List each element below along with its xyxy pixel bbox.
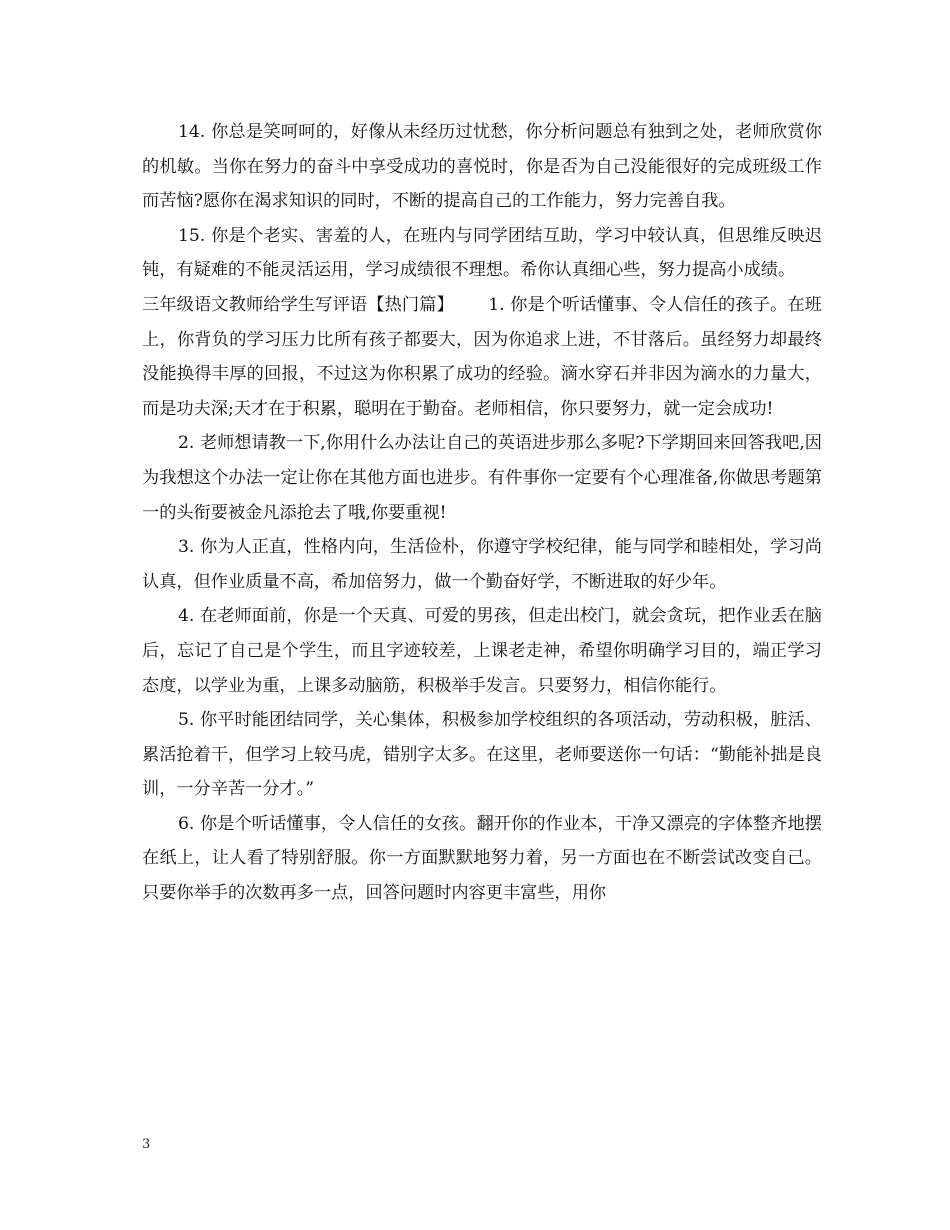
page-number: 3 xyxy=(142,1137,151,1152)
heading-spacer xyxy=(454,295,488,315)
section-heading: 三年级语文教师给学生写评语【热门篇】 xyxy=(142,294,454,315)
item-4: 4. 在老师面前，你是一个天真、可爱的男孩，但走出校门，就会贪玩，把作业丢在脑后，忘记了自己是个学生，而且字迹较差，上课老走神，希望你明确学习目的，端正学习态度，以学业为重，上课多动脑筋，积极举手发言。只要努力，相信你能行。 xyxy=(142,606,822,696)
item-3: 3. 你为人正直，性格内向，生活俭朴，你遵守学校纪律，能与同学和睦相处，学习尚认真，但作业质量不高，希加倍努力，做一个勤奋好学，不断进取的好少年。 xyxy=(142,537,822,592)
item-2: 2. 老师想请教一下,你用什么办法让自己的英语进步那么多呢?下学期回来回答我吧,因为我想这个办法一定让你在其他方面也进步。有件事你一定要有个心理准备,你做思考题第一的头衔要被金凡添抢去了哦,你要重视! xyxy=(142,433,822,523)
document-body xyxy=(142,115,822,911)
item-5: 5. 你平时能团结同学，关心集体，积极参加学校组织的各项活动，劳动积极，脏活、累活抢着干，但学习上较马虎，错别字太多。在这里，老师要送你一句话：“勤能补拙是良训，一分辛苦一分才。” xyxy=(142,710,822,800)
item-6: 6. 你是个听话懂事，令人信任的女孩。翻开你的作业本，干净又漂亮的字体整齐地摆在纸上，让人看了特别舒服。你一方面默默地努力着，另一方面也在不断尝试改变自己。只要你举手的次数再多一点，回答问题时内容更丰富些，用你 xyxy=(142,813,822,904)
paragraph-14: 14. 你总是笑呵呵的，好像从未经历过忧愁，你分析问题总有独到之处，老师欣赏你的机敏。当你在努力的奋斗中享受成功的喜悦时，你是否为自己没能很好的完成班级工作而苦恼?愿你在渴求知识的同时，不断的提高自己的工作能力，努力完善自我。 xyxy=(142,122,822,212)
item-1: 1. 你是个听话懂事、令人信任的孩子。在班上，你背负的学习压力比所有孩子都要大，因为你追求上进，不甘落后。虽经努力却最终没能换得丰厚的回报，不过这为你积累了成功的经验。滴水穿石并非因为滴水的力量大，而是功夫深;天才在于积累，聪明在于勤奋。老师相信，你只要努力，就一定会成功! xyxy=(142,294,822,419)
paragraph-15: 15. 你是个老实、害羞的人，在班内与同学团结互助，学习中较认真，但思维反映迟钝，有疑难的不能灵活运用，学习成绩很不理想。希你认真细心些，努力提高小成绩。 xyxy=(142,225,822,281)
section-heading-paragraph xyxy=(142,288,822,426)
